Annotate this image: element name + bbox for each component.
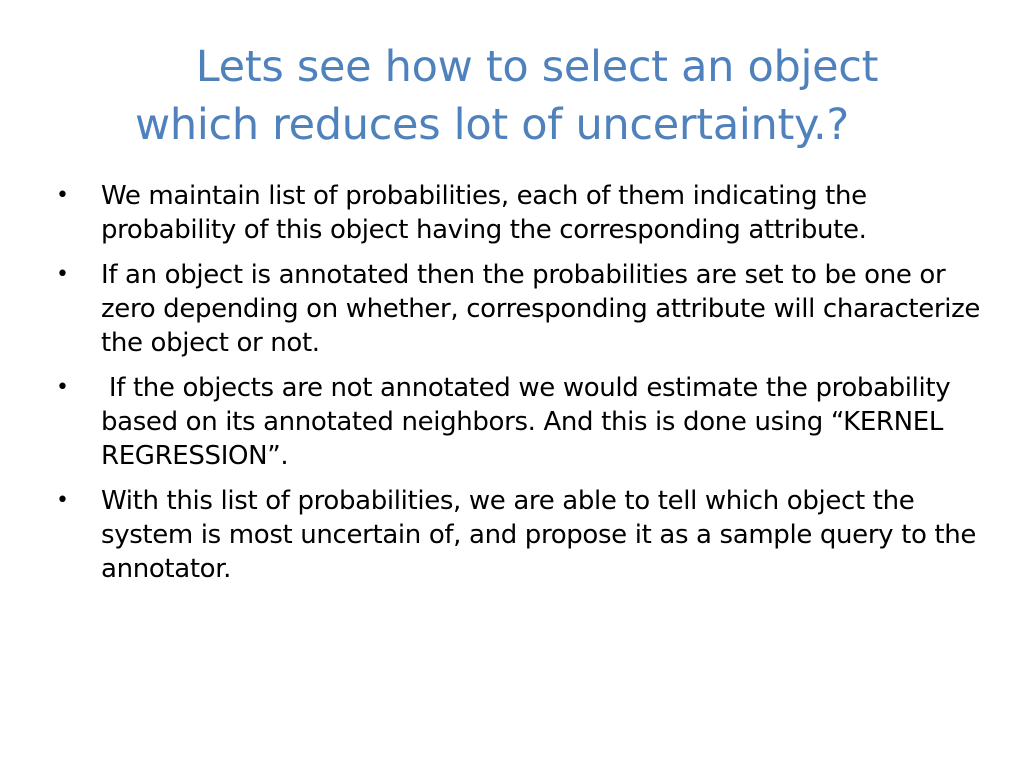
bullet-text: If the objects are not annotated we would estimate the probability based on its annotated neighbors. And this is done using “KERNEL REGRESSION”. <box>101 373 959 471</box>
slide-title-line-1: Lets see how to select an object <box>195 42 879 92</box>
bullet-text: With this list of probabilities, we are able to tell which object the system is most uncertain of, and propose it as a sample query to the annotator. <box>101 486 984 584</box>
bullet-list <box>56 179 988 597</box>
slide-title <box>60 38 964 154</box>
bullet-text: If an object is annotated then the probabilities are set to be one or zero depending on whether, corresponding attribute will characterize the object or not. <box>101 260 988 358</box>
slide-title-line-2: which reduces lot of uncertainty.? <box>135 100 849 150</box>
bullet-item <box>56 371 981 473</box>
bullet-icon: • <box>56 183 69 208</box>
bullet-item <box>56 179 981 247</box>
bullet-item <box>56 484 984 586</box>
bullet-text: We maintain list of probabilities, each of them indicating the probability of this object having the corresponding attribute. <box>101 181 875 245</box>
bullet-item <box>56 258 988 360</box>
bullet-icon: • <box>56 488 69 513</box>
bullet-icon: • <box>56 262 69 287</box>
bullet-icon: • <box>56 375 69 400</box>
